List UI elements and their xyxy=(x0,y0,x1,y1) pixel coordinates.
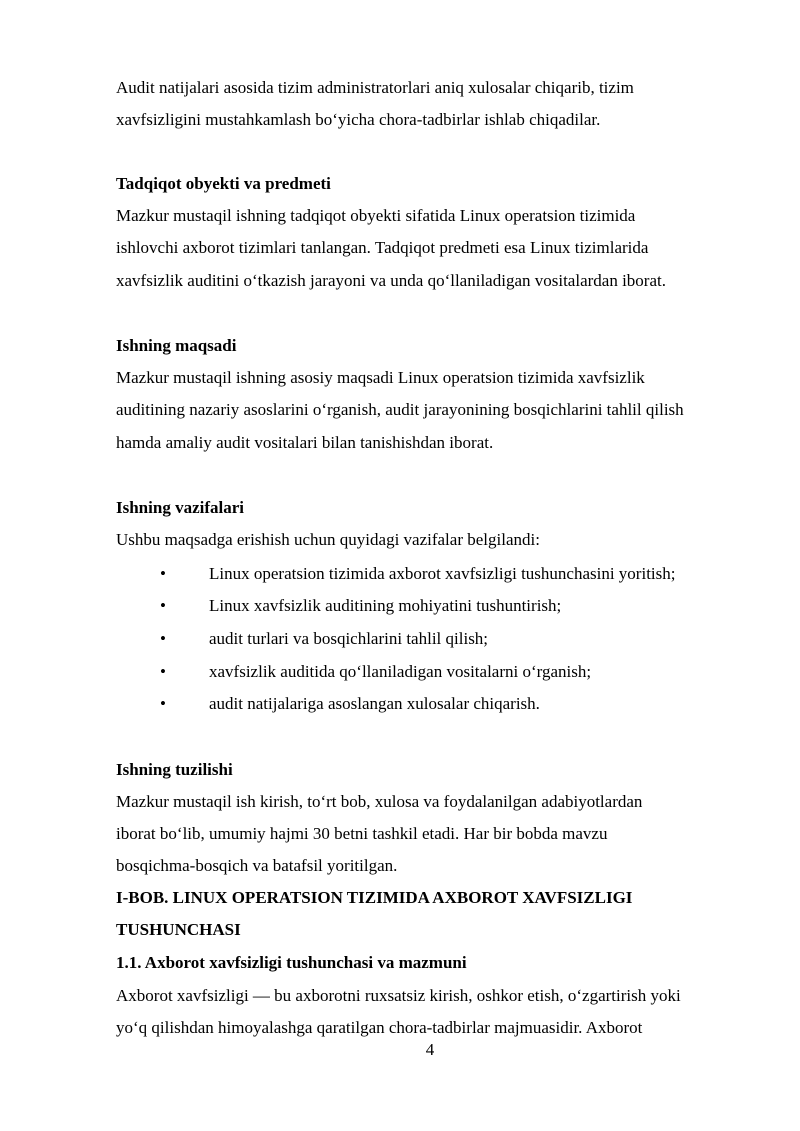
intro-line-2: xavfsizligini mustahkamlash bo‘yicha chora-tadbirlar ishlab chiqadilar. xyxy=(116,110,601,129)
object-line-1: Mazkur mustaqil ishning tadqiqot obyekti sifatida Linux operatsion tizimida xyxy=(116,206,636,225)
task-text: Linux operatsion tizimida axborot xavfsizligi tushunchasini yoritish; xyxy=(209,564,676,583)
task-text: audit natijalariga asoslangan xulosalar chiqarish. xyxy=(209,694,540,713)
bullet-icon: • xyxy=(160,662,166,681)
goal-line-3: hamda amaliy audit vositalari bilan tanishishdan iborat. xyxy=(116,433,494,452)
subsection-line-1: Axborot xavfsizligi — bu axborotni ruxsatsiz kirish, oshkor etish, o‘zgartirish yoki xyxy=(116,986,681,1005)
goal-line-1: Mazkur mustaqil ishning asosiy maqsadi Linux operatsion tizimida xavfsizlik xyxy=(116,368,645,387)
task-text: xavfsizlik auditida qo‘llaniladigan vositalarni o‘rganish; xyxy=(209,662,592,681)
bullet-icon: • xyxy=(160,564,166,583)
intro-line-1: Audit natijalari asosida tizim administratorlari aniq xulosalar chiqarib, tizim xyxy=(116,78,634,97)
section-heading-tasks: Ishning vazifalari xyxy=(116,498,244,517)
tasks-intro-line: Ushbu maqsadga erishish uchun quyidagi vazifalar belgilandi: xyxy=(116,530,540,549)
bullet-icon: • xyxy=(160,694,166,713)
bullet-icon: • xyxy=(160,629,166,648)
structure-line-2: iborat bo‘lib, umumiy hajmi 30 betni tashkil etadi. Har bir bobda mavzu xyxy=(116,824,608,843)
goal-line-2: auditining nazariy asoslarini o‘rganish, audit jarayonining bosqichlarini tahlil qilish xyxy=(116,400,684,419)
structure-line-1: Mazkur mustaqil ish kirish, to‘rt bob, xulosa va foydalanilgan adabiyotlardan xyxy=(116,792,643,811)
chapter-title-line-2: TUSHUNCHASI xyxy=(116,920,241,939)
subsection-line-2: yo‘q qilishdan himoyalashga qaratilgan chora-tadbirlar majmuasidir. Axborot xyxy=(116,1018,643,1037)
object-line-2: ishlovchi axborot tizimlari tanlangan. Tadqiqot predmeti esa Linux tizimlarida xyxy=(116,238,649,257)
chapter-title-line-1: I-BOB. LINUX OPERATSION TIZIMIDA AXBOROT XAVFSIZLIGI xyxy=(116,888,633,907)
section-heading-object: Tadqiqot obyekti va predmeti xyxy=(116,174,331,193)
task-text: Linux xavfsizlik auditining mohiyatini tushuntirish; xyxy=(209,596,562,615)
bullet-icon: • xyxy=(160,596,166,615)
page-number: 4 xyxy=(425,1040,435,1059)
section-heading-structure: Ishning tuzilishi xyxy=(116,760,233,779)
structure-line-3: bosqichma-bosqich va batafsil yoritilgan. xyxy=(116,856,398,875)
subsection-title: 1.1. Axborot xavfsizligi tushunchasi va mazmuni xyxy=(116,953,467,972)
task-text: audit turlari va bosqichlarini tahlil qilish; xyxy=(209,629,489,648)
object-line-3: xavfsizlik auditini o‘tkazish jarayoni va unda qo‘llaniladigan vositalardan iborat. xyxy=(116,271,666,290)
section-heading-goal: Ishning maqsadi xyxy=(116,336,237,355)
